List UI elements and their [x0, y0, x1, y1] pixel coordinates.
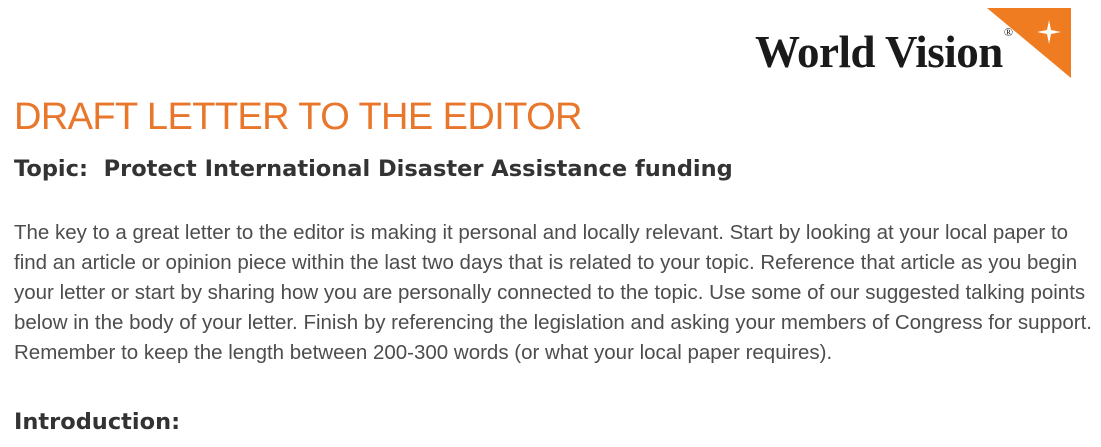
- world-vision-logo: [755, 8, 1071, 78]
- registered-mark: ®: [1003, 25, 1013, 39]
- page-title: DRAFT LETTER TO THE EDITOR: [14, 96, 582, 138]
- orange-triangle-star-logo-icon: [961, 8, 1071, 78]
- logo-triangle: [987, 8, 1071, 78]
- topic-heading: Topic: Protect International Disaster Assistance funding: [14, 156, 733, 182]
- introduction-heading: Introduction:: [14, 409, 181, 435]
- logo-text: World Vision: [755, 27, 1003, 77]
- instructions-paragraph: The key to a great letter to the editor is making it personal and locally relevant. Start by looking at your local paper to find an article or opinion piece within the last two days that is related to your topic. Reference that article as you begin your letter or start by sharing how you are personally connected to the topic. Use some of our suggested talking points below in the body of your letter. Finish by referencing the legislation and asking your members of Congress for support. Remember to keep the length between 200-300 words (or what your local paper requires).: [14, 221, 1092, 364]
